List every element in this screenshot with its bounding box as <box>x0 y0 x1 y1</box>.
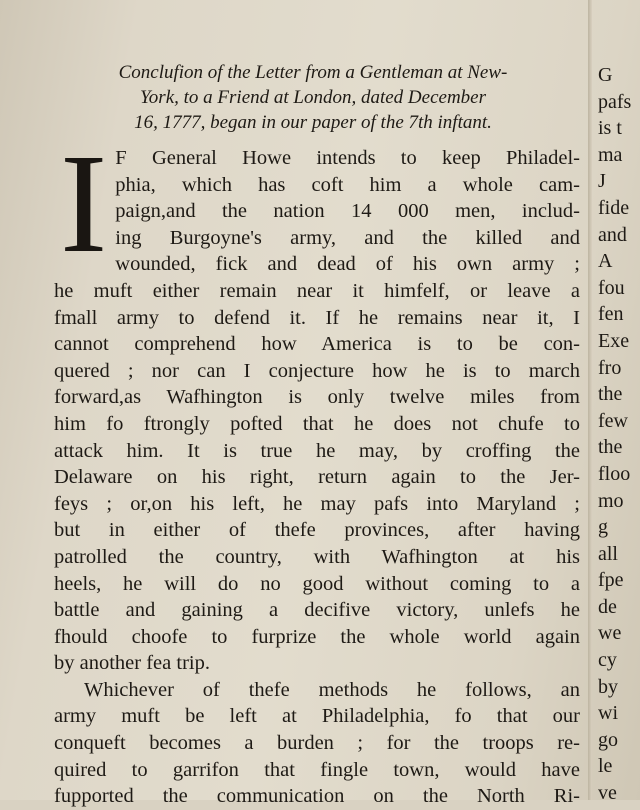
fragment-line: and <box>598 223 627 246</box>
text-line: heels, he will do no good without coming to a <box>54 572 580 595</box>
fragment-line: fpe <box>598 569 624 592</box>
fragment-line: all <box>598 542 618 565</box>
article-column <box>54 60 580 810</box>
text-line: conqueft becomes a burden ; for the troops re- <box>54 732 580 755</box>
fragment-line: J <box>598 170 606 193</box>
fragment-line: floo <box>598 462 631 485</box>
paragraph-2 <box>54 677 580 810</box>
text-line: forward,as Wafhington is only twelve miles from <box>54 386 580 409</box>
fragment-line: Exe <box>598 329 630 352</box>
text-line: cannot comprehend how America is to be con- <box>54 333 580 356</box>
text-line: quired to garrifon that fingle town, would have <box>54 758 580 781</box>
text-line: paign,and the nation 14 000 men, includ- <box>115 200 580 223</box>
fragment-line: G <box>598 64 613 86</box>
text-line: ing Burgoyne's army, and the killed and <box>115 226 580 249</box>
drop-cap: I <box>60 124 108 282</box>
fragment-line: cy <box>598 649 617 672</box>
fragment-line: mo <box>598 489 624 512</box>
fragment-line: fen <box>598 303 624 326</box>
heading-line: 16, 1777, began in our paper of the 7th inftant. <box>134 112 492 133</box>
article-heading <box>54 60 572 135</box>
text-line: battle and gaining a decifive victory, unlefs he <box>54 599 580 622</box>
heading-line: Conclufion of the Letter from a Gentleman at New- <box>118 62 508 83</box>
fragment-line: ve <box>598 782 617 805</box>
fragment-line: the <box>598 436 623 459</box>
text-line: but in either of thefe provinces, after having <box>54 519 580 542</box>
text-line: him fo ftrongly pofted that he does not chufe to <box>54 412 580 435</box>
column-fold <box>588 0 592 800</box>
fragment-line: ma <box>598 143 623 166</box>
text-line: army muft be left at Philadelphia, fo that our <box>54 705 580 728</box>
fragment-line: is t <box>598 117 622 140</box>
text-line: he muft either remain near it himfelf, or leave a <box>54 279 580 302</box>
text-line: quered ; nor can I conjecture how he is to march <box>54 359 580 382</box>
adjacent-column <box>598 62 640 807</box>
fragment-line: le <box>598 755 613 778</box>
text-line: fmall army to defend it. If he remains near it, I <box>54 306 580 329</box>
fragment-line: de <box>598 595 617 618</box>
fragment-line: go <box>598 728 618 751</box>
text-line: patrolled the country, with Wafhington at his <box>54 545 580 568</box>
text-line: Whichever of thefe methods he follows, an <box>84 678 580 701</box>
fragment-line: by <box>598 675 618 698</box>
text-line: F General Howe intends to keep Philadel- <box>115 147 580 169</box>
fragment-line: fide <box>598 196 630 219</box>
text-line: Delaware on his right, return again to the Jer- <box>54 466 580 489</box>
fragment-line: fro <box>598 356 622 379</box>
fragment-line: g <box>598 516 608 539</box>
fragment-line: pafs <box>598 90 632 113</box>
fragment-line: fou <box>598 276 625 299</box>
text-line: fupported the communication on the North Ri- <box>54 785 580 808</box>
text-line: feys ; or,on his left, he may pafs into Maryland ; <box>54 492 580 515</box>
text-line: attack him. It is true he may, by croffing the <box>54 439 580 462</box>
paragraph-1 <box>54 124 580 677</box>
text-line: phia, which has coft him a whole cam- <box>115 173 580 196</box>
text-line: fhould choofe to furprize the whole world again <box>54 625 580 648</box>
fragment-line: wi <box>598 702 618 725</box>
fragment-line: we <box>598 622 622 645</box>
text-line: by another fea trip. <box>54 652 210 675</box>
heading-line: York, to a Friend at London, dated December <box>139 87 487 108</box>
fragment-line: A <box>598 250 613 273</box>
fragment-line: the <box>598 383 623 406</box>
fragment-line: few <box>598 409 628 432</box>
text-line: wounded, fick and dead of his own army ; <box>115 253 580 276</box>
